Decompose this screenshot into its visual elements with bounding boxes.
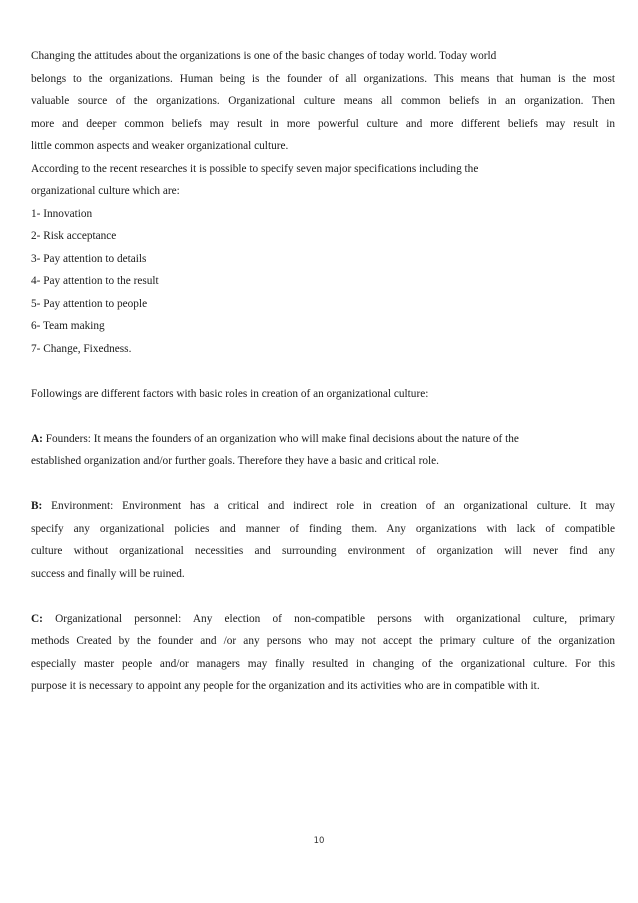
list-item: 4- Pay attention to the result <box>31 275 159 287</box>
factor-b-text: Environment: Environment has a critical and indirect role in creation of an organizational culture. It may <box>42 500 615 512</box>
list-item: 6- Team making <box>31 320 105 332</box>
factor-c-label: C: <box>31 612 43 625</box>
list-item: 3- Pay attention to details <box>31 252 147 265</box>
specifications-paragraph <box>31 158 615 203</box>
page-number: 10 <box>313 836 325 846</box>
text-line: success and finally will be ruined. <box>31 567 185 580</box>
text-line: methods Created by the founder and /or any persons who may not accept the primary culture of the organization <box>31 635 615 647</box>
text-line: valuable source of the organizations. Organizational culture means all common beliefs in an organization. Then <box>31 95 615 107</box>
list-item: 7- Change, Fixedness. <box>31 342 132 355</box>
text-line <box>31 428 615 451</box>
paragraph-spacer <box>31 360 615 383</box>
paragraph-spacer <box>31 405 615 428</box>
factor-a-label: A: <box>31 432 43 445</box>
text-line: little common aspects and weaker organizational culture. <box>31 140 289 152</box>
text-line: According to the recent researches it is possible to specify seven major specifications including the <box>31 162 479 175</box>
text-line: Changing the attitudes about the organizations is one of the basic changes of today world. Today world <box>31 50 497 62</box>
factor-c-paragraph <box>31 608 615 698</box>
text-line: especially master people and/or managers may finally resulted in changing of the organizational culture. For this <box>31 657 615 670</box>
factor-c-text: Organizational personnel: Any election of non-compatible persons with organizational culture, primary <box>42 612 615 625</box>
text-line <box>31 608 615 631</box>
list-item: 5- Pay attention to people <box>31 297 148 310</box>
paragraph-spacer <box>31 473 615 496</box>
text-line <box>31 495 615 518</box>
list-item: 1- Innovation <box>31 207 93 220</box>
factor-a-paragraph <box>31 428 615 473</box>
factor-b-paragraph <box>31 495 615 585</box>
factor-b-label: B: <box>31 500 43 512</box>
text-line: purpose it is necessary to appoint any people for the organization and its activities who are in compatible with it. <box>31 680 540 692</box>
text-line: belongs to the organizations. Human being is the founder of all organizations. This means that human is the most <box>31 72 615 85</box>
text-line: culture without organizational necessities and surrounding environment of organization will never find any <box>31 545 615 557</box>
text-line: more and deeper common beliefs may result in more powerful culture and more different beliefs may result in <box>31 117 615 130</box>
paragraph-spacer <box>31 585 615 608</box>
factors-intro: Followings are different factors with basic roles in creation of an organizational culture: <box>31 387 429 400</box>
factor-a-text: Founders: It means the founders of an organization who will make final decisions about the nature of the <box>42 432 519 445</box>
text-line: specify any organizational policies and manner of finding them. Any organizations with lack of compatible <box>31 522 615 535</box>
document-page <box>31 45 615 698</box>
text-line: organizational culture which are: <box>31 185 180 197</box>
specifications-list <box>31 203 615 361</box>
intro-paragraph <box>31 45 615 158</box>
list-item: 2- Risk acceptance <box>31 230 117 242</box>
text-line: established organization and/or further goals. Therefore they have a basic and critical role. <box>31 455 439 467</box>
